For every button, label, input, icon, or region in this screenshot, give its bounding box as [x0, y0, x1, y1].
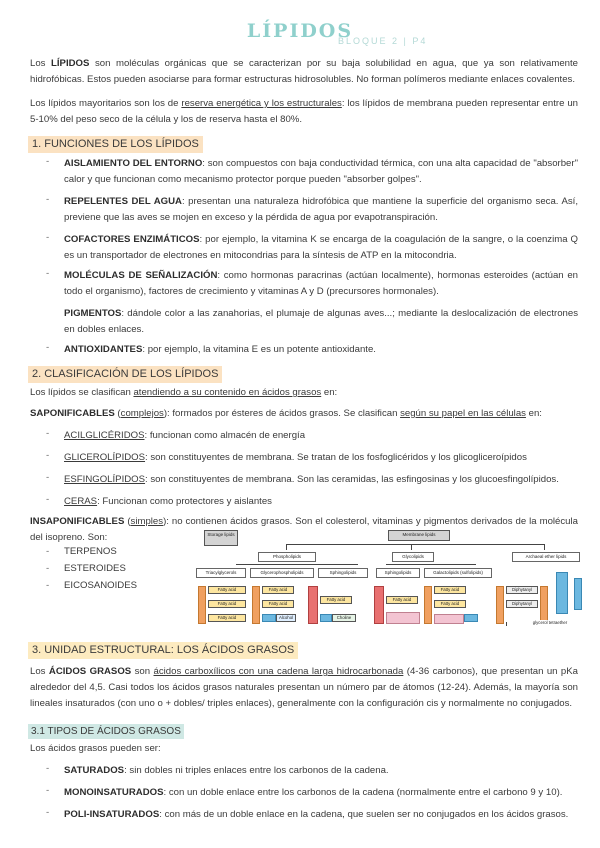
function-item: ANTIOXIDANTES: por ejemplo, la vitamina E es un potente antioxidante. — [64, 344, 376, 355]
alcohol-block: Alcohol — [276, 614, 296, 622]
oligosaccharide-block — [386, 612, 420, 624]
connector-line — [286, 544, 287, 550]
function-item: REPELENTES DEL AGUA: presentan una naturaleza hidrofóbica que mantiene la superficie del organismo seca. Así, previene que las aves se mojen en exceso y la pérdida de agua por evapotranspiración. — [64, 196, 578, 223]
disaccharide-block — [434, 614, 464, 624]
glycerol-backbone — [198, 586, 206, 624]
page-subtitle: BLOQUE 2 | P4 — [338, 36, 428, 46]
fatty-acids-paragraph: Los ÁCIDOS GRASOS son ácidos carboxílicos con una cadena larga hidrocarbonada (4-36 carbonos), que presentan un pKa alrededor del 4,5. Casi todos los ácidos grasos naturales presentan un número par de átomos (12-24). Además, la mayoría son lineales insaturados (con uno o + dobles/ triples enlaces), generalmente con la configuración cis y normalmente no conjugados. — [30, 666, 578, 709]
tetraether-label: glycerol tetraether — [524, 620, 576, 626]
fatty-acid-block: Fatty acid — [208, 614, 246, 622]
insaponificable-item: TERPENOS — [64, 546, 117, 557]
page-title: LÍPIDOS — [246, 20, 354, 42]
bullet-dash: - — [46, 546, 50, 557]
intro-paragraph-1: Los LÍPIDOS son moléculas orgánicas que se caracterizan por su baja solubilidad en agua, que ya son relativamente hidrofóbicas. Estos pueden asociarse para formar estructuras hidrosolubles. No forman polímeros mediante enlaces covalentes. — [30, 58, 578, 85]
glycerol-backbone — [540, 586, 548, 624]
glycerol-backbone — [252, 586, 260, 624]
sphingolipids-label: Sphingolipids — [318, 568, 368, 578]
connector-line — [506, 622, 507, 626]
section-heading-fatty-acids: 3. UNIDAD ESTRUCTURAL: LOS ÁCIDOS GRASOS — [28, 642, 298, 659]
fatty-acid-type-item: SATURADOS: sin dobles ni triples enlaces entre los carbonos de la cadena. — [64, 765, 389, 776]
saponificable-item: CERAS: Funcionan como protectores y aislantes — [64, 496, 272, 507]
intro-paragraph-2: Los lípidos mayoritarios son los de reserva energética y los estructurales: los lípidos de membrana pueden representar entre un 5-10% del peso seco de la célula y los de reserva hasta el 80%. — [30, 98, 579, 125]
bullet-dash: - — [46, 450, 50, 461]
connector-line — [386, 564, 476, 565]
classification-intro: Los lípidos se clasifican atendiendo a su contenido en ácidos grasos en: — [30, 387, 338, 398]
po4-block — [262, 614, 276, 622]
sphingolipids-glyco-label: Sphingolipids — [376, 568, 420, 578]
function-item: COFACTORES ENZIMÁTICOS: por ejemplo, la vitamina K se encarga de la coagulación de la sangre, o la coenzima Q es un transportador de electrones en mitocondrias para la síntesis de ATP en la mitocondria. — [64, 234, 578, 261]
bullet-dash: - — [46, 342, 50, 353]
insaponificables-paragraph: INSAPONIFICABLES (simples): no contienen ácidos grasos. Son el colesterol, vitaminas y pigmentos derivados de la molécula del isopreno. Son: — [30, 516, 578, 543]
insaponificable-item: ESTEROIDES — [64, 563, 126, 574]
sphingosine-backbone — [308, 586, 318, 624]
fatty-acid-type-item: POLI-INSATURADOS: con más de un doble enlace en la cadena, que suelen ser no conjugados en los ácidos grasos. — [64, 809, 569, 820]
bullet-dash: - — [46, 763, 50, 774]
triacylglycerols-label: Triacylglycerols — [196, 568, 246, 578]
glycerol-backbone — [496, 586, 504, 624]
bullet-dash: - — [46, 268, 50, 279]
head-group-block — [574, 578, 582, 610]
diphytanyl-block: Diphytanyl — [506, 586, 538, 594]
bullet-dash: - — [46, 194, 50, 205]
po4-block — [320, 614, 332, 622]
saponificables-paragraph: SAPONIFICABLES (complejos): formados por ésteres de ácidos grasos. Se clasifican según su papel en las células en: — [30, 408, 542, 419]
fatty-acid-block: Fatty acid — [434, 586, 466, 594]
po4-block — [556, 572, 568, 614]
function-item: PIGMENTOS: dándole color a las zanahorias, el plumaje de algunas aves...; mediante la deslocalización de electrones en dobles enlaces. — [64, 308, 578, 335]
bullet-dash: - — [46, 563, 50, 574]
fatty-acid-block: Fatty acid — [386, 596, 418, 604]
bullet-dash: - — [46, 472, 50, 483]
subsection-heading-types: 3.1 TIPOS DE ÁCIDOS GRASOS — [28, 724, 184, 739]
membrane-lipids-label: Membrane lipids — [388, 530, 450, 541]
connector-line — [286, 544, 544, 545]
choline-block: Choline — [332, 614, 356, 622]
fatty-acid-block: Fatty acid — [262, 586, 294, 594]
glycerophospholipids-label: Glycerophospholipids — [250, 568, 314, 578]
section-heading-classification: 2. CLASIFICACIÓN DE LOS LÍPIDOS — [28, 366, 222, 383]
bullet-dash: - — [46, 785, 50, 796]
bullet-dash: - — [46, 156, 50, 167]
saponificable-item: ACILGLICÉRIDOS: funcionan como almacén de energía — [64, 430, 306, 441]
fatty-acid-block: Fatty acid — [208, 586, 246, 594]
fatty-acid-block: Fatty acid — [320, 596, 352, 604]
diphytanyl-block: Diphytanyl — [506, 600, 538, 608]
connector-line — [544, 544, 545, 550]
insaponificable-item: EICOSANOIDES — [64, 580, 138, 591]
glycolipids-label: Glycolipids — [392, 552, 434, 562]
sphingosine-backbone — [374, 586, 384, 624]
types-intro: Los ácidos grasos pueden ser: — [30, 743, 161, 754]
storage-lipids-label: Storage lipids — [204, 530, 238, 546]
so4-block — [464, 614, 478, 622]
section-heading-functions: 1. FUNCIONES DE LOS LÍPIDOS — [28, 136, 203, 153]
galactolipids-label: Galactolipids (sulfolipids) — [424, 568, 492, 578]
connector-line — [411, 544, 412, 550]
fatty-acid-type-item: MONOINSATURADOS: con un doble enlace entre los carbonos de la cadena (normalmente entre el carbono 9 y 10). — [64, 787, 563, 798]
function-item: MOLÉCULAS DE SEÑALIZACIÓN: como hormonas paracrinas (actúan localmente), hormonas esteroides (actúan en todo el organismo), factores de crecimiento y vitaminas A y D (precursores hormonales). — [64, 270, 578, 297]
lipid-classification-diagram — [196, 528, 584, 636]
saponificable-item: GLICEROLÍPIDOS: son constituyentes de membrana. Se tratan de los fosfoglicéridos y los glicogliceroípidos — [64, 452, 527, 463]
fatty-acid-block: Fatty acid — [434, 600, 466, 608]
glycerol-backbone — [424, 586, 432, 624]
bullet-dash: - — [46, 232, 50, 243]
fatty-acid-block: Fatty acid — [208, 600, 246, 608]
phospholipids-label: Phospholipids — [258, 552, 316, 562]
function-item: AISLAMIENTO DEL ENTORNO: son compuestos con baja conductividad térmica, con una alta capacidad de "absorber" calor y que funcionan como mecanismo protector porque pueden "absorber golpes". — [64, 158, 578, 185]
bullet-dash: - — [46, 428, 50, 439]
bullet-dash: - — [46, 494, 50, 505]
archaeal-lipids-label: Archaeal ether lipids — [512, 552, 580, 562]
connector-line — [236, 564, 358, 565]
saponificable-item: ESFINGOLÍPIDOS: son constituyentes de membrana. Son las ceramidas, las esfingosinas y los glucoesfingolípidos. — [64, 474, 559, 485]
bullet-dash: - — [46, 580, 50, 591]
bullet-dash: - — [46, 807, 50, 818]
fatty-acid-block: Fatty acid — [262, 600, 294, 608]
